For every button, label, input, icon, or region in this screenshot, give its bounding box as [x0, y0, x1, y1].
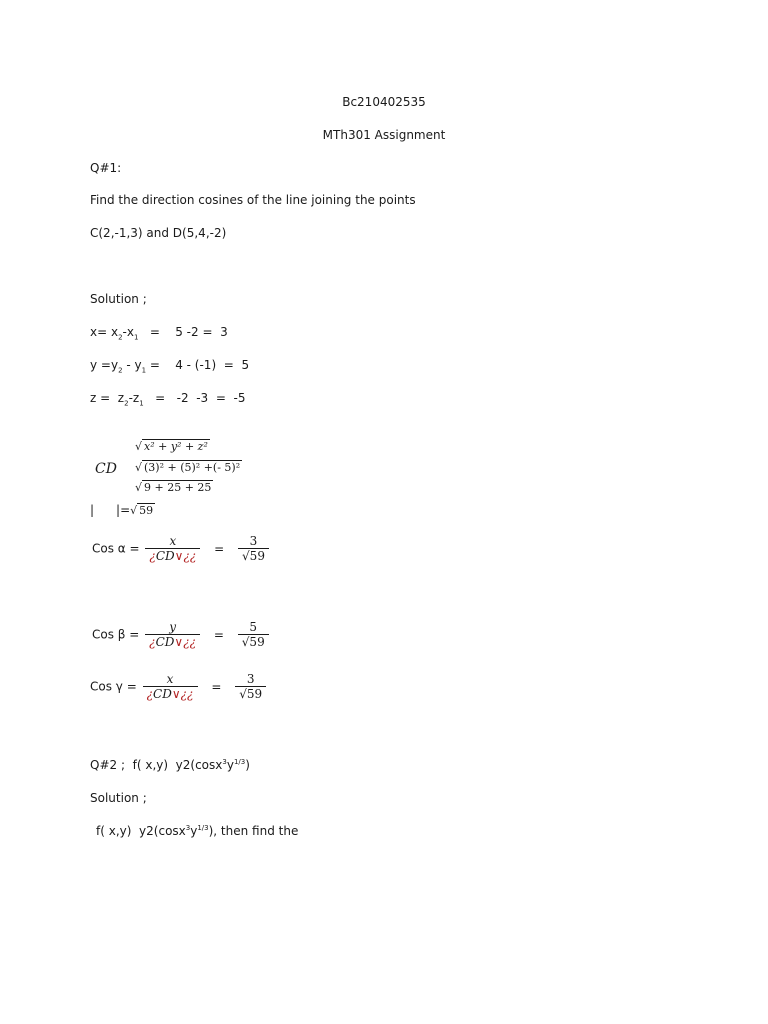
solution-1-label: Solution ;: [90, 292, 147, 306]
cd-magnitude-line: | |=√ 59: [90, 503, 154, 517]
assignment-title: MTh301 Assignment: [322, 128, 446, 142]
cd-label: CD: [95, 461, 117, 477]
cos-alpha-equation: Cos α = $\frac{x}{¿CD\vee¿¿}$ = $\frac{3}{√59}$: [92, 534, 269, 563]
question-1-points: C(2,-1,3) and D(5,4,-2): [90, 226, 227, 240]
solution-2-label: Solution ;: [90, 791, 147, 805]
x-difference-line: $x= x_2-x_1$ = 5 -2 = 3: [90, 325, 228, 342]
cd-sqrt-squared: √ 9 + 25 + 25: [135, 481, 212, 494]
cos-beta-equation: Cos β = $\frac{y}{¿CD\vee¿¿}$ = $\frac{5}{√59}$: [92, 620, 269, 649]
z-difference-line: $z = z_2-z_1 = -2$ -3 = -5: [90, 391, 246, 408]
cd-sqrt-substituted: √ (3)² + (5)² +(- 5)²: [135, 461, 241, 474]
solution-2-line: f( x,y) $y2(\cos x^3y^{1/3})$, then find the: [96, 824, 299, 838]
cd-sqrt-symbolic: √ x² + y² + z²: [135, 440, 208, 453]
student-id: Bc210402535: [342, 95, 426, 109]
cos-gamma-equation: Cos γ = $\frac{x}{¿CD\vee¿¿}$ = $\frac{3}{√59}$: [90, 672, 266, 701]
question-2-label: Q#2 ; f( x,y) $y2(\cos x^3y^{1/3})$: [90, 758, 250, 772]
question-1-label: Q#1:: [90, 161, 122, 175]
question-1-statement: Find the direction cosines of the line joining the points: [90, 193, 416, 207]
y-difference-line: $y =y_2 - y_1$ = 4 - (-1) = 5: [90, 358, 250, 375]
